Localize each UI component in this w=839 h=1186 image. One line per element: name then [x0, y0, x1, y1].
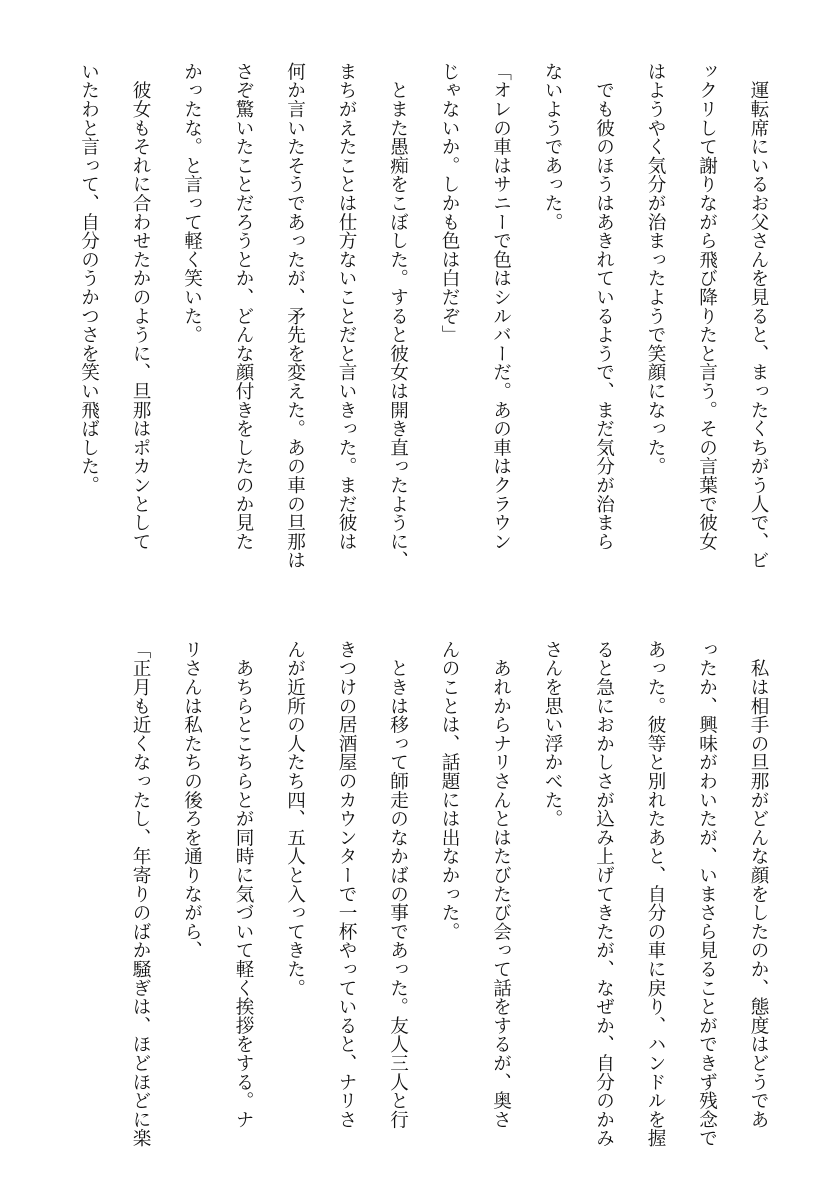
text-line: とまた愚痴をこぼした。すると彼女は開き直ったように、 — [387, 62, 409, 570]
top-text-block — [63, 62, 784, 570]
text-line: ックリして謝りながら飛び降りたと言う。その言葉で彼女 — [696, 62, 718, 551]
text-line: さんを思い浮かべた。 — [542, 640, 563, 828]
text-line: 「正月も近くなったし、年寄りのばか騒ぎは、ほどほどに楽 — [130, 640, 151, 1148]
text-line: 彼女もそれに合わせたかのように、旦那はポカンとして — [130, 62, 151, 551]
text-line: さぞ驚いたことだろうとか、どんな顔付きをしたのか見た — [233, 62, 254, 551]
text-line: じゃないか。しかも色は白だぞ」 — [439, 62, 460, 344]
text-line: あれからナリさんとはたびたび会って話をするが、奥さ — [490, 640, 512, 1129]
text-line: まちがえたことは仕方ないことだと言いきった。まだ彼は — [336, 62, 357, 551]
text-line: 運転席にいるお父さんを見ると、まったくちがう人で、ビ — [748, 62, 769, 570]
text-line: リさんは私たちの後ろを通りながら、 — [181, 640, 203, 960]
text-line: 私は相手の旦那がどんな顔をしたのか、態度はどうであ — [748, 640, 769, 1129]
text-line: 何か言いたそうであったが、矛先を変えた。あの車の旦那は — [284, 62, 306, 570]
text-line: はようやく気分が治まったようで笑顔になった。 — [645, 62, 666, 476]
text-line: かったな。と言って軽く笑いた。 — [181, 62, 203, 344]
text-line: ないようであった。 — [542, 62, 563, 232]
text-line: あった。彼等と別れたあと、自分の車に戻り、ハンドルを握 — [645, 640, 666, 1148]
text-line: あちらとこちらとが同時に気づいて軽く挨拶をする。ナ — [233, 640, 254, 1129]
text-line: きつけの居酒屋のカウンターで一杯やっていると、ナリさ — [336, 640, 357, 1129]
text-line: んのことは、話題には出なかった。 — [439, 640, 460, 941]
text-line: いたわと言って、自分のうかつさを笑い飛ばした。 — [78, 62, 100, 495]
text-line: んが近所の人たち四、五人と入ってきた。 — [284, 640, 306, 998]
text-line: 「オレの車はサニーで色はシルバーだ。あの車はクラウン — [490, 62, 512, 551]
bottom-text-block — [115, 640, 785, 1148]
text-line: ると急におかしさが込み上げてきたが、なぜか、自分のかみ — [593, 640, 615, 1148]
text-line: ときは移って師走のなかばの事であった。友人三人と行 — [387, 640, 409, 1129]
text-line: ったか、興味がわいたが、いまさら見ることができず残念で — [696, 640, 718, 1148]
text-line: でも彼のほうはあきれているようで、まだ気分が治まら — [593, 62, 615, 551]
